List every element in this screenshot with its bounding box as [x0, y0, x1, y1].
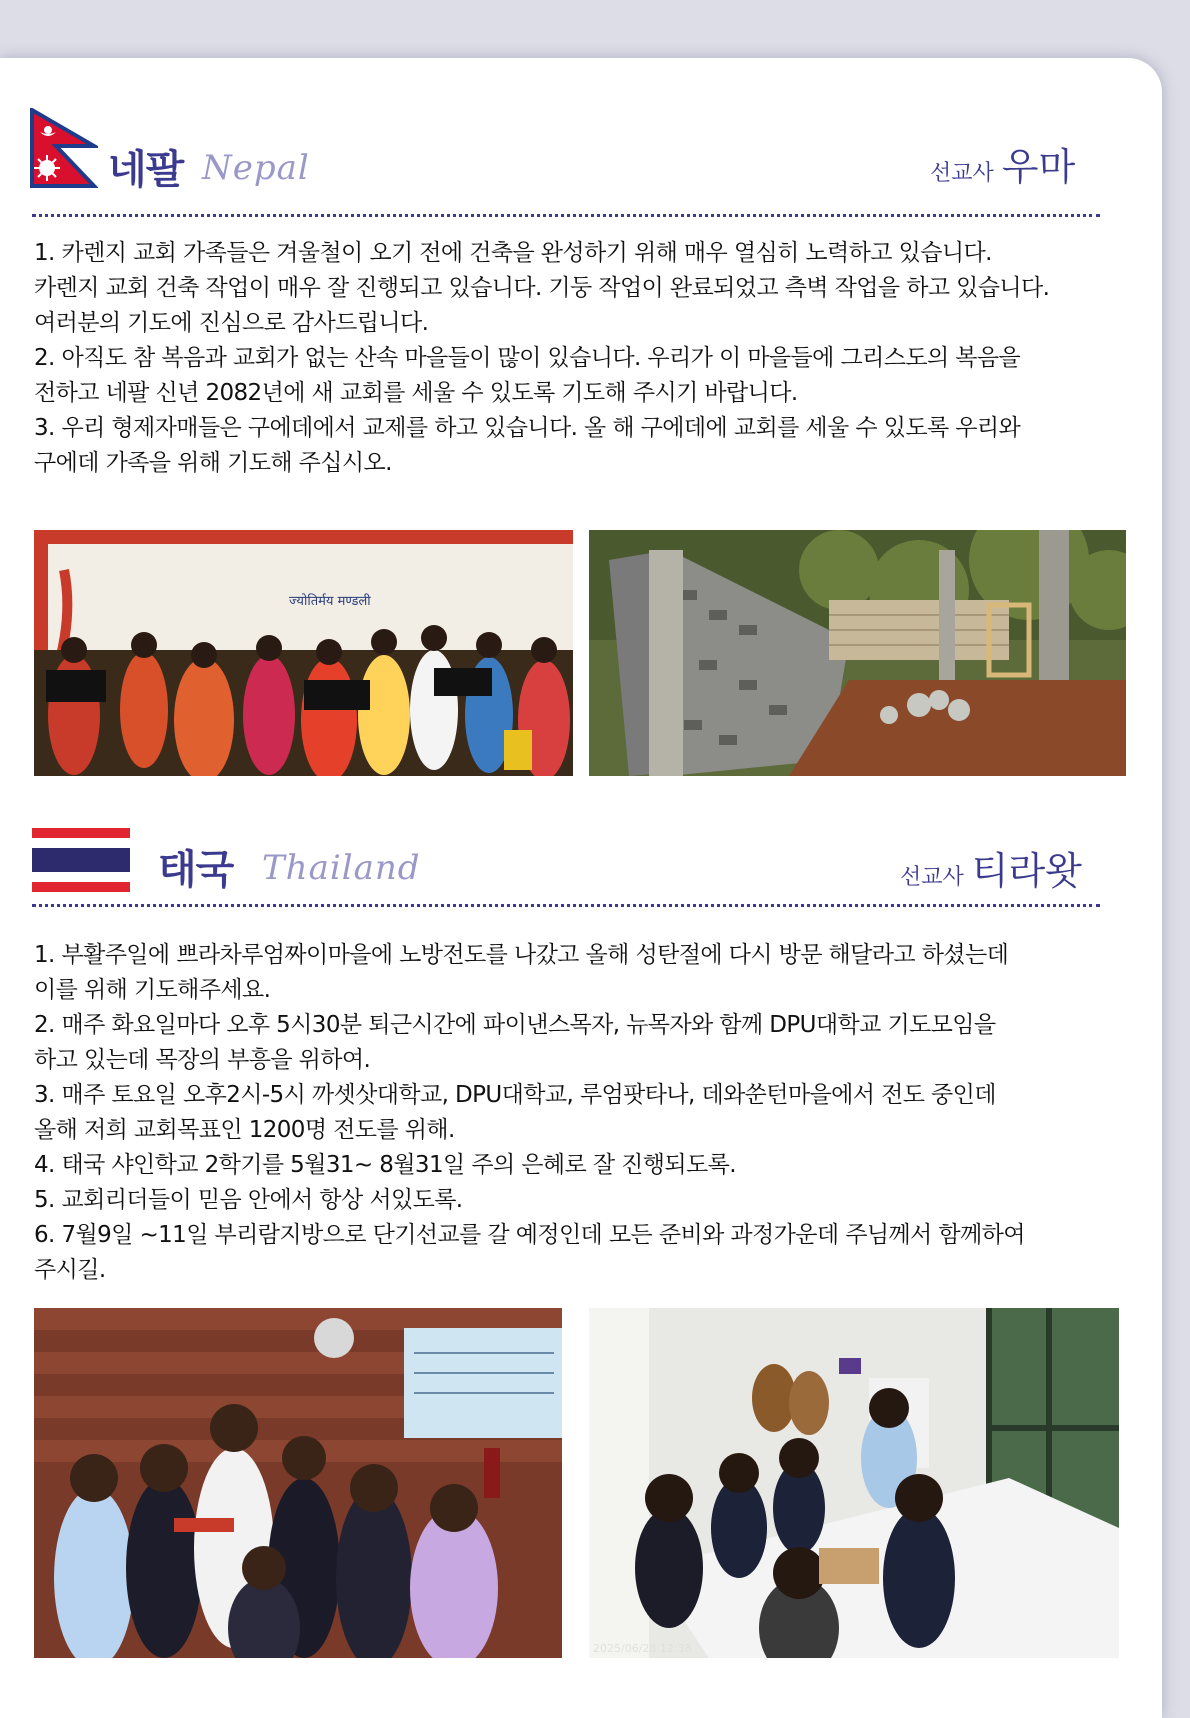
list-item: 1. 부활주일에 쁘라차루엄짜이마을에 노방전도를 나갔고 올해 성탄절에 다시 방문 해달라고 하셨는데 이를 위해 기도해주세요.	[34, 942, 1009, 1003]
nepal-flag-icon	[30, 108, 98, 190]
missionary-label: 선교사	[900, 865, 964, 890]
nepal-missionary	[930, 136, 1075, 191]
thailand-title-english: Thailand	[262, 848, 421, 888]
thailand-missionary	[900, 840, 1082, 895]
missionary-label: 선교사	[930, 161, 994, 186]
thailand-classroom-photo	[589, 1308, 1119, 1658]
list-item: 3. 우리 형제자매들은 구에데에서 교제를 하고 있습니다. 올 해 구에데에 교회를 세울 수 있도록 우리와 구에데 가족을 위해 기도해 주십시오.	[34, 415, 1021, 476]
list-item: 5. 교회리더들이 믿음 안에서 항상 서있도록.	[34, 1187, 463, 1213]
list-item: 6. 7월9일 ~11일 부리람지방으로 단기선교를 갈 예정인데 모든 준비와 과정가운데 주님께서 함께하여 주시길.	[34, 1222, 1025, 1283]
list-item: 1. 카렌지 교회 가족들은 겨울철이 오기 전에 건축을 완성하기 위해 매우 열심히 노력하고 있습니다. 카렌지 교회 건축 작업이 매우 잘 진행되고 있습니다. 기둥 작업이 완료되었고 측벽 작업을 하고 있습니다. 여러분의 기도에 진심으로 감사드립니다.	[34, 240, 1050, 336]
nepal-title-english: Nepal	[202, 148, 310, 188]
list-item: 3. 매주 토요일 오후2시-5시 까셋삿대학교, DPU대학교, 루엄팟타나, 데와쑨턴마을에서 전도 중인데 올해 저희 교회목표인 1200명 전도를 위해.	[34, 1082, 996, 1143]
nepal-divider	[32, 214, 1100, 217]
thailand-group-photo	[34, 1308, 562, 1658]
missionary-name: 우마	[1001, 145, 1076, 189]
nepal-construction-photo	[589, 530, 1126, 776]
list-item: 2. 매주 화요일마다 오후 5시30분 퇴근시간에 파이낸스목자, 뉴목자와 함께 DPU대학교 기도모임을 하고 있는데 목장의 부흥을 위하여.	[34, 1012, 996, 1073]
nepal-header	[0, 100, 1162, 210]
nepal-title: 네팔	[108, 147, 184, 193]
nepal-worship-photo	[34, 530, 573, 776]
thailand-divider	[32, 904, 1100, 907]
thailand-title: 태국	[158, 847, 234, 893]
list-item: 4. 태국 샤인학교 2학기를 5월31~ 8월31일 주의 은혜로 잘 진행되도록.	[34, 1152, 736, 1178]
list-item: 2. 아직도 참 복음과 교회가 없는 산속 마을들이 많이 있습니다. 우리가 이 마을들에 그리스도의 복음을 전하고 네팔 신년 2082년에 새 교회를 세울 수 있도록 기도해 주시기 바랍니다.	[34, 345, 1021, 406]
nepal-prayer-list	[34, 236, 1144, 481]
nepal-banner-text: ज्योतिर्मय मण्डली	[289, 594, 371, 609]
thailand-header	[0, 818, 1162, 918]
thailand-prayer-list	[34, 938, 1144, 1288]
photo-timestamp: 2025/06/28 12:38	[593, 1642, 692, 1655]
thailand-flag-icon	[32, 828, 130, 892]
missionary-name: 티라왓	[971, 849, 1082, 893]
